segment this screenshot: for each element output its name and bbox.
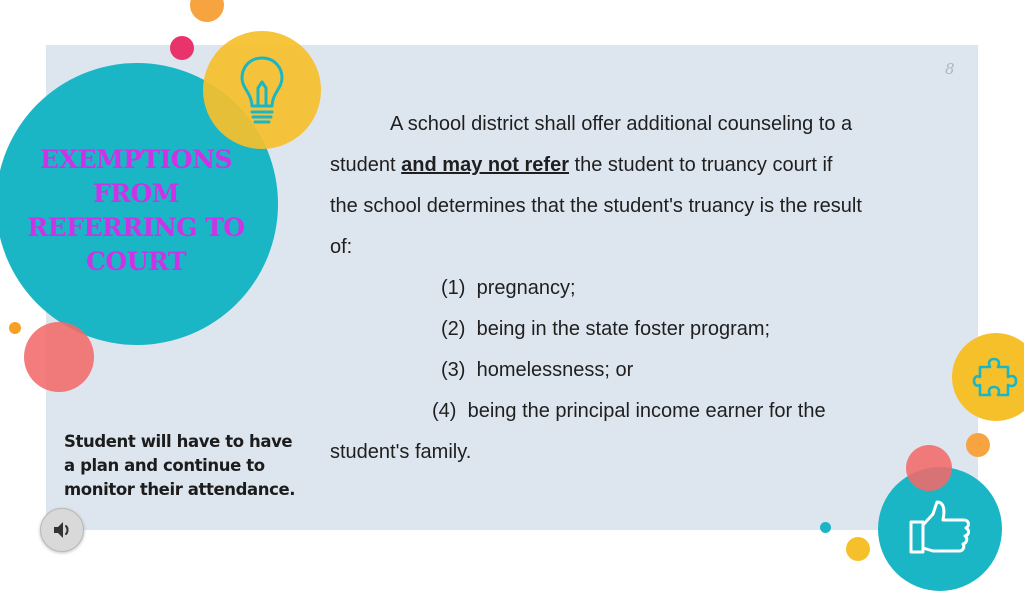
audio-play-button[interactable] — [40, 508, 84, 552]
note-line: Student will have to have — [64, 432, 293, 451]
decor-circle-coral — [24, 322, 94, 392]
body-line-2 — [330, 154, 832, 177]
decor-circle-orange-right — [966, 433, 990, 457]
side-note — [64, 430, 304, 502]
list-item-text: homelessness; or — [476, 359, 634, 381]
body-line-4: of: — [330, 236, 353, 258]
slide-title — [22, 143, 250, 279]
decor-circle-teal-dot — [820, 522, 831, 533]
list-item-number: (1) — [441, 277, 466, 299]
list-item — [441, 359, 633, 382]
note-line: a plan and continue to — [64, 456, 265, 475]
list-item — [441, 277, 576, 300]
thumbs-up-icon — [908, 498, 974, 556]
title-line: FROM — [93, 179, 179, 208]
decor-circle-orange-top — [190, 0, 224, 22]
body-line-1: A school district shall offer additional counseling to a — [390, 113, 853, 135]
body-line-last: student's family. — [330, 441, 472, 463]
puzzle-piece-icon — [972, 355, 1018, 401]
speaker-icon — [51, 519, 73, 541]
note-line: monitor their attendance. — [64, 480, 296, 499]
decor-circle-coral-right — [906, 445, 952, 491]
title-line: EXEMPTIONS — [40, 145, 232, 174]
decor-circle-magenta — [170, 36, 194, 60]
list-item-number: (4) — [432, 400, 457, 422]
list-item-number: (2) — [441, 318, 466, 340]
list-item-number: (3) — [441, 359, 466, 381]
title-line: REFERRING TO — [27, 213, 245, 242]
emphasized-text: and may not refer — [401, 154, 569, 176]
list-item-text: being the principal income earner for the — [467, 400, 826, 422]
decor-circle-yellow-bottom — [846, 537, 870, 561]
lightbulb-icon — [236, 52, 288, 128]
slide-number: 8 — [945, 60, 955, 78]
decor-circle-orange-dot — [9, 322, 21, 334]
body-line-3: the school determines that the student's truancy is the result — [330, 195, 862, 217]
title-line: COURT — [86, 247, 186, 276]
body-text: student — [330, 154, 402, 176]
list-item — [432, 400, 826, 423]
body-text: the student to truancy court if — [569, 154, 833, 176]
list-item-text: pregnancy; — [476, 277, 576, 299]
list-item-text: being in the state foster program; — [476, 318, 771, 340]
list-item — [441, 318, 770, 341]
